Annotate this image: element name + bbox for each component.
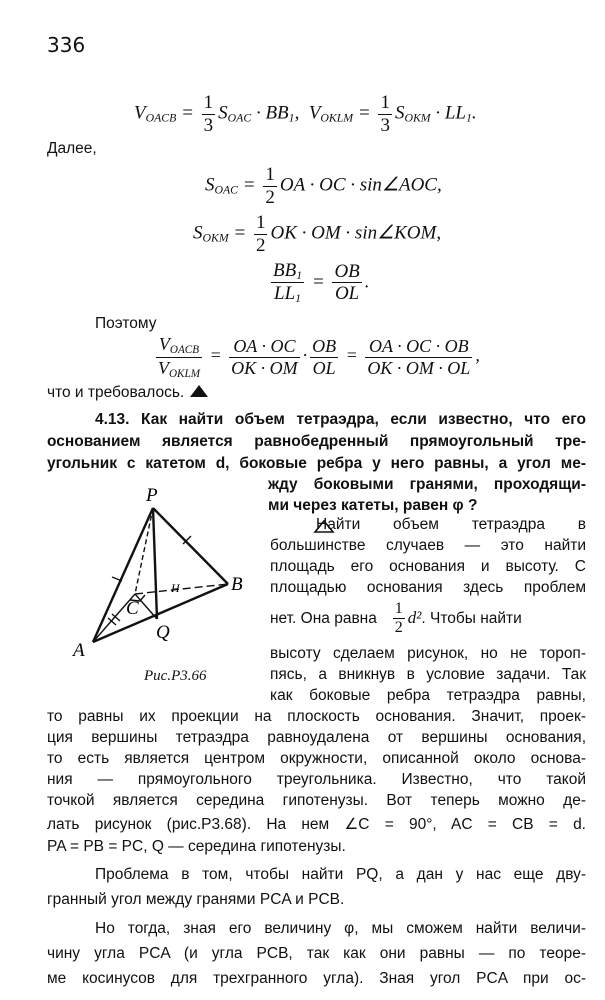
formula-result: $V_{OACB}$ $V_{OKLM}$ = $\frac{OA \cdot OC}{OK \cdot OM}$ · $\frac{OB}{OL}$ = $\frac{OA \cdot OC \cdot OB}{OK \cdot OM \cdot OL}$ , bbox=[158, 334, 480, 380]
solution-line-2: большинстве случаев — это найти bbox=[270, 537, 586, 554]
solution-line-3: площадь его основания и высоту. С bbox=[270, 558, 586, 575]
solution-line-14: лать рисунок (рис.Р3.68). На нем ∠C = 90°, AC = CB = d. bbox=[47, 816, 586, 833]
solution-line-15: PA = PB = PC, Q — середина гипотенузы. bbox=[47, 838, 346, 855]
formula-s-oac: $S_{OAC}$ = $\frac{1}{2}$ OA · OC · sin∠AOC, bbox=[205, 164, 442, 208]
solution-line-20: ме косинусов для трехгранного угла). Зная угол PCA при ос- bbox=[47, 970, 586, 987]
edge-pb bbox=[153, 508, 228, 584]
solution-line-18: Но тогда, зная его величину φ, мы сможем найти величи- bbox=[95, 920, 586, 937]
word-trebovalos: что и требовалось. bbox=[47, 384, 209, 402]
figure-caption: Рис.Р3.66 bbox=[144, 668, 207, 684]
label-q: Q bbox=[156, 622, 170, 643]
solution-line-1: Найти объем тетраэдра в bbox=[316, 516, 586, 533]
solution-line-13: точкой является середина гипотенузы. Вот теперь можно де- bbox=[47, 792, 586, 809]
solution-line-4: площадью основания здесь проблем bbox=[270, 579, 586, 596]
edge-pc bbox=[135, 508, 153, 594]
solution-line-12: ния — прямоугольного треугольника. Известно, что такой bbox=[47, 771, 586, 788]
solution-line-19: чину угла PCA (и угла PCB, так как они равны — по теоре- bbox=[47, 945, 586, 962]
edge-pa bbox=[93, 508, 153, 642]
label-c: C bbox=[126, 598, 139, 619]
solution-line-8: как боковые ребра тетраэдра равны, bbox=[270, 687, 586, 704]
solution-start-triangle-icon bbox=[313, 520, 335, 534]
solution-line-6: высоту сделаем рисунок, но не тороп- bbox=[270, 645, 586, 662]
solution-line-11: то есть является центром окружности, описанной около основа- bbox=[47, 750, 586, 767]
tetrahedron-figure bbox=[60, 480, 260, 670]
solution-line-7: пясь, а вникнув в условие задачи. Так bbox=[270, 666, 586, 683]
problem-line-3: угольник с катетом d, боковые ребра у него равны, а угол ме- bbox=[47, 455, 586, 472]
word-poetomu: Поэтому bbox=[95, 315, 157, 332]
problem-line-2: основанием является равнобедренный прямоугольный тре- bbox=[47, 433, 586, 450]
label-h: H bbox=[171, 581, 180, 595]
formula-volumes: $V_{OACB}$ = $\frac{1}{3}$ $S_{OAC} \cdot BB_1$, $V_{OKLM}$ = $\frac{1}{3}$ $S_{OKM} \cdot LL_1$. bbox=[134, 92, 477, 136]
end-of-proof-triangle-icon bbox=[189, 384, 209, 398]
solution-line-5: нет. Она равна $\frac{1}{2}$ d². Чтобы найти bbox=[270, 600, 522, 637]
formula-s-okm: $S_{OKM}$ = $\frac{1}{2}$ OK · OM · sin∠KOM, bbox=[193, 212, 442, 256]
edge-pq bbox=[153, 508, 157, 619]
word-dalee: Далее, bbox=[47, 140, 97, 157]
solution-line-16: Проблема в том, чтобы найти PQ, а дан у нас еще дву- bbox=[95, 866, 586, 883]
formula-ratio: $\frac{BB_1}{LL_1}$ = $\frac{OB}{OL}$ . bbox=[273, 260, 370, 306]
page-number: 336 bbox=[47, 33, 86, 57]
solution-line-9: то равны их проекции на плоскость основания. Значит, проек- bbox=[47, 708, 586, 725]
label-p: P bbox=[146, 485, 158, 506]
problem-line-4: жду боковыми гранями, проходящи- bbox=[268, 476, 586, 493]
problem-line-1: 4.13. Как найти объем тетраэдра, если известно, что его bbox=[95, 411, 586, 428]
problem-line-5: ми через катеты, равен φ ? bbox=[268, 497, 478, 514]
label-a: A bbox=[73, 640, 85, 661]
label-b: B bbox=[231, 574, 243, 595]
solution-line-17: гранный угол между гранями PCA и PCB. bbox=[47, 891, 345, 908]
solution-line-10: ция вершины тетраэдра равноудалена от вершины основания, bbox=[47, 729, 586, 746]
